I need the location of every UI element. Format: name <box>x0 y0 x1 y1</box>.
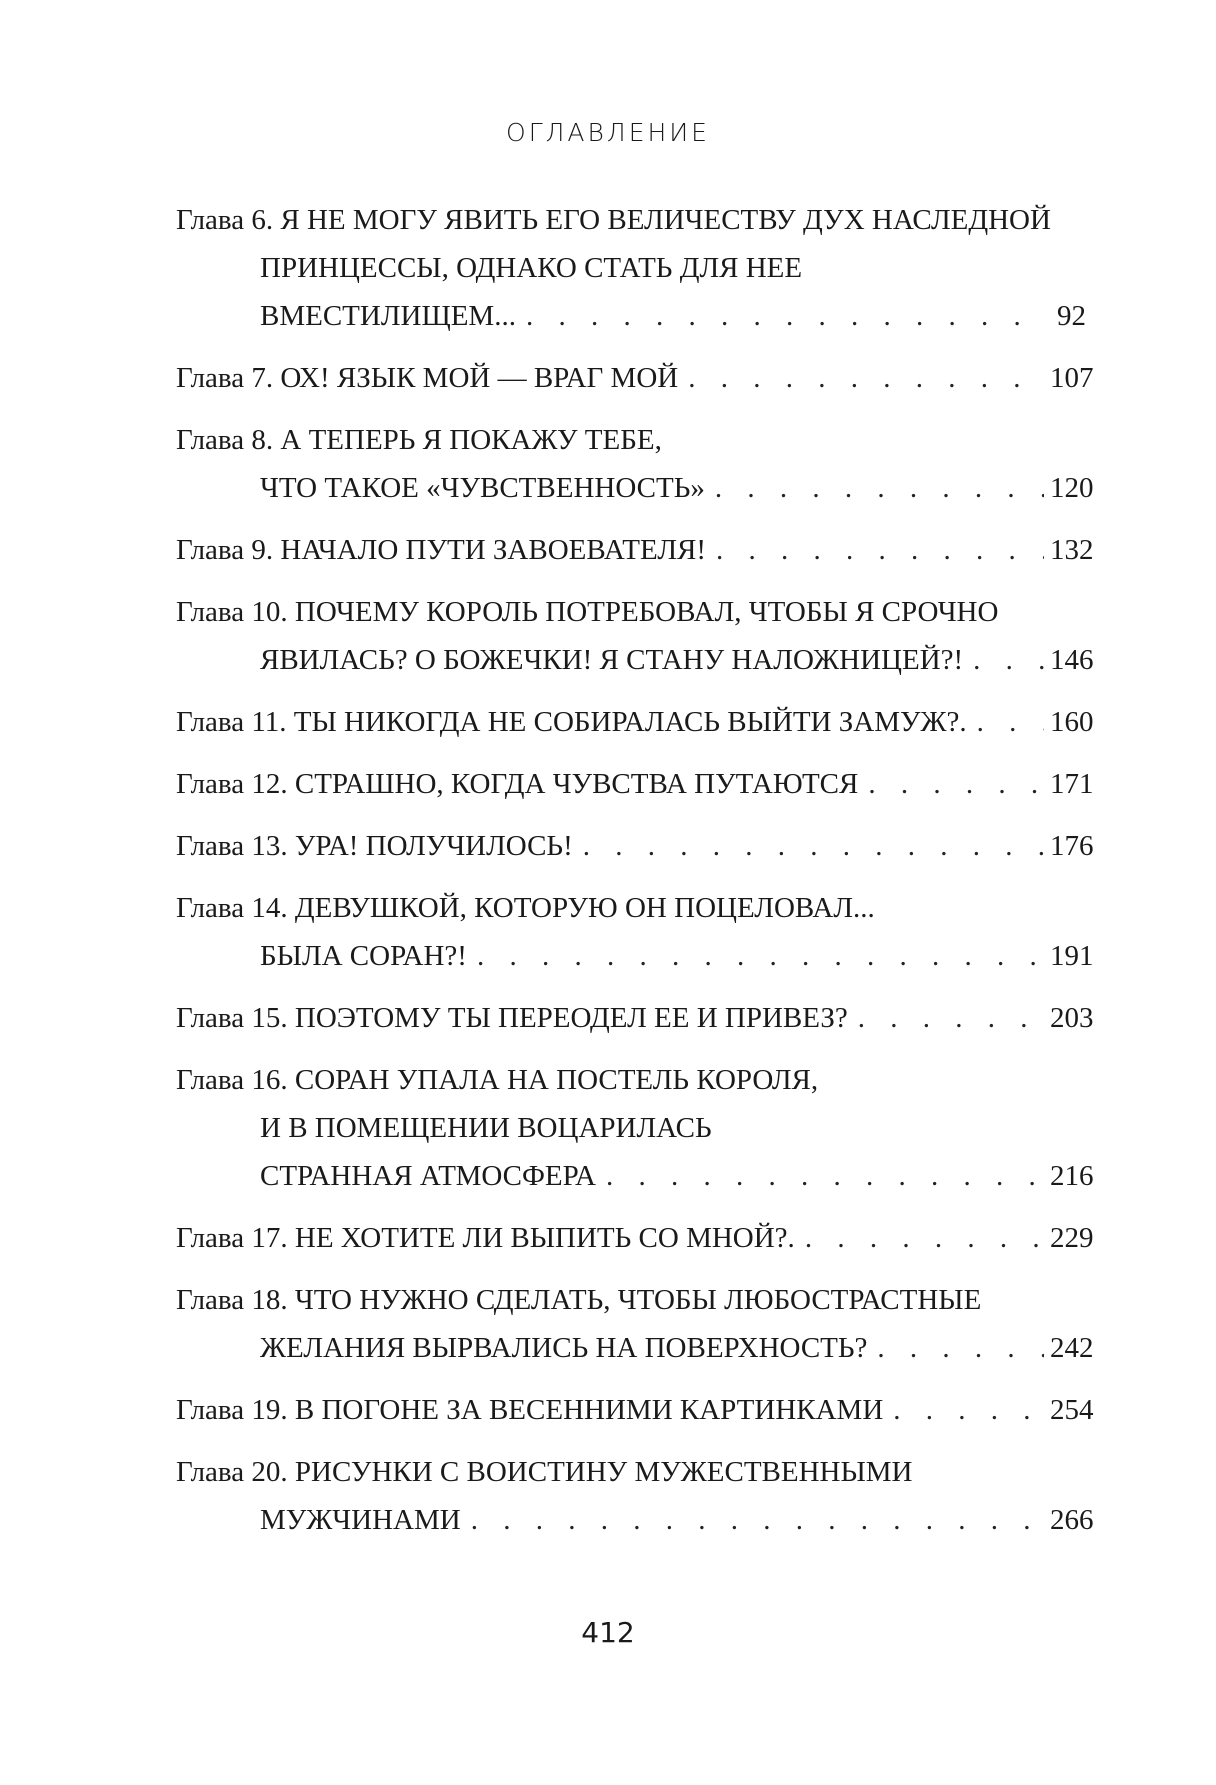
chapter-title: СОРАН УПАЛА НА ПОСТЕЛЬ КОРОЛЯ, <box>294 1064 819 1096</box>
toc-entry-line <box>176 994 1094 1042</box>
table-of-contents <box>176 196 1094 1558</box>
toc-entry <box>176 760 1094 808</box>
toc-entry-line <box>176 1496 1094 1544</box>
chapter-label: Глава 9. <box>176 534 281 566</box>
chapter-title: УРА! ПОЛУЧИЛОСЬ! <box>294 830 573 862</box>
chapter-title: И В ПОМЕЩЕНИИ ВОЦАРИЛАСЬ <box>260 1112 712 1144</box>
dot-leader <box>606 1152 1044 1200</box>
chapter-title: СТРАННАЯ АТМОСФЕРА <box>260 1160 596 1192</box>
dot-leader <box>688 354 1044 402</box>
chapter-page-number: 120 <box>1050 472 1094 504</box>
toc-entry <box>176 822 1094 870</box>
toc-entry <box>176 1214 1094 1262</box>
dot-leader <box>858 994 1044 1042</box>
chapter-page-number: 171 <box>1050 768 1094 800</box>
toc-entry-line <box>176 698 1094 746</box>
dot-leader <box>715 464 1044 512</box>
chapter-label: Глава 8. <box>176 424 281 456</box>
chapter-title: А ТЕПЕРЬ Я ПОКАЖУ ТЕБЕ, <box>280 424 662 456</box>
chapter-label: Глава 18. <box>176 1284 295 1316</box>
toc-entry-line <box>176 1448 1086 1496</box>
toc-entry <box>176 698 1094 746</box>
dot-leader <box>977 698 1044 746</box>
toc-entry-line <box>176 292 1086 340</box>
chapter-title: ВМЕСТИЛИЩЕМ... <box>260 300 516 332</box>
chapter-label: Глава 10. <box>176 596 295 628</box>
dot-leader <box>471 1496 1044 1544</box>
toc-entry <box>176 1386 1094 1434</box>
toc-entry-line <box>176 636 1094 684</box>
chapter-title: ЧТО ТАКОЕ «ЧУВСТВЕННОСТЬ» <box>260 472 705 504</box>
chapter-title: Я НЕ МОГУ ЯВИТЬ ЕГО ВЕЛИЧЕСТВУ ДУХ НАСЛЕДНОЙ <box>280 204 1051 236</box>
toc-entry <box>176 1448 1094 1544</box>
chapter-label: Глава 14. <box>176 892 295 924</box>
toc-entry <box>176 526 1094 574</box>
chapter-title: ЖЕЛАНИЯ ВЫРВАЛИСЬ НА ПОВЕРХНОСТЬ? <box>260 1332 868 1364</box>
chapter-page-number: 176 <box>1050 830 1094 862</box>
chapter-label: Глава 12. <box>176 768 295 800</box>
chapter-title: МУЖЧИНАМИ <box>260 1504 461 1536</box>
chapter-page-number: 191 <box>1050 940 1094 972</box>
toc-entry-line <box>176 354 1094 402</box>
chapter-page-number: 216 <box>1050 1160 1094 1192</box>
toc-entry-line <box>176 526 1094 574</box>
toc-entry-line <box>176 464 1094 512</box>
toc-entry <box>176 588 1094 684</box>
chapter-title: ЯВИЛАСЬ? О БОЖЕЧКИ! Я СТАНУ НАЛОЖНИЦЕЙ?! <box>260 644 964 676</box>
chapter-label: Глава 13. <box>176 830 295 862</box>
dot-leader <box>868 760 1044 808</box>
page-number: 412 <box>581 1616 635 1649</box>
toc-entry-line <box>176 416 1086 464</box>
chapter-title: ДЕВУШКОЙ, КОТОРУЮ ОН ПОЦЕЛОВАЛ... <box>294 892 875 924</box>
chapter-page-number: 107 <box>1050 362 1094 394</box>
chapter-label: Глава 15. <box>176 1002 295 1034</box>
chapter-page-number: 92 <box>1057 300 1086 332</box>
chapter-label: Глава 7. <box>176 362 281 394</box>
chapter-page-number: 266 <box>1050 1504 1094 1536</box>
toc-entry <box>176 884 1094 980</box>
chapter-label: Глава 19. <box>176 1394 295 1426</box>
chapter-label: Глава 6. <box>176 204 281 236</box>
chapter-page-number: 160 <box>1050 706 1094 738</box>
chapter-title: ОХ! ЯЗЫК МОЙ — ВРАГ МОЙ <box>280 362 679 394</box>
dot-leader <box>526 292 1044 340</box>
toc-heading: ОГЛАВЛЕНИЕ <box>506 118 710 147</box>
chapter-page-number: 146 <box>1050 644 1094 676</box>
toc-entry-line <box>176 588 1086 636</box>
chapter-page-number: 229 <box>1050 1222 1094 1254</box>
chapter-label: Глава 11. <box>176 706 294 738</box>
toc-entry <box>176 1056 1094 1200</box>
toc-entry-line <box>176 1276 1086 1324</box>
toc-entry-line <box>176 1324 1094 1372</box>
toc-entry-line <box>176 1152 1094 1200</box>
toc-entry-line <box>176 1386 1094 1434</box>
chapter-title: НАЧАЛО ПУТИ ЗАВОЕВАТЕЛЯ! <box>280 534 706 566</box>
toc-entry-line <box>176 196 1086 244</box>
dot-leader <box>583 822 1044 870</box>
chapter-title: РИСУНКИ С ВОИСТИНУ МУЖЕСТВЕННЫМИ <box>294 1456 913 1488</box>
chapter-label: Глава 20. <box>176 1456 295 1488</box>
dot-leader <box>893 1386 1044 1434</box>
toc-entry <box>176 354 1094 402</box>
chapter-title: ПОЭТОМУ ТЫ ПЕРЕОДЕЛ ЕЕ И ПРИВЕЗ? <box>294 1002 848 1034</box>
chapter-title: ЧТО НУЖНО СДЕЛАТЬ, ЧТОБЫ ЛЮБОСТРАСТНЫЕ <box>294 1284 982 1316</box>
chapter-title: ТЫ НИКОГДА НЕ СОБИРАЛАСЬ ВЫЙТИ ЗАМУЖ?. <box>293 706 967 738</box>
chapter-page-number: 203 <box>1050 1002 1094 1034</box>
toc-entry-line <box>176 884 1086 932</box>
dot-leader <box>877 1324 1044 1372</box>
chapter-page-number: 132 <box>1050 534 1094 566</box>
chapter-title: НЕ ХОТИТЕ ЛИ ВЫПИТЬ СО МНОЙ?. <box>294 1222 795 1254</box>
toc-entry-line <box>176 822 1094 870</box>
toc-entry-line <box>176 760 1094 808</box>
toc-entry <box>176 994 1094 1042</box>
toc-entry-line <box>176 1056 1086 1104</box>
dot-leader <box>973 636 1044 684</box>
chapter-title: БЫЛА СОРАН?! <box>260 940 467 972</box>
chapter-label: Глава 16. <box>176 1064 295 1096</box>
dot-leader <box>477 932 1044 980</box>
toc-entry <box>176 416 1094 512</box>
chapter-title: В ПОГОНЕ ЗА ВЕСЕННИМИ КАРТИНКАМИ <box>294 1394 884 1426</box>
chapter-title: ПРИНЦЕССЫ, ОДНАКО СТАТЬ ДЛЯ НЕЕ <box>260 252 803 284</box>
toc-entry-line <box>176 1214 1094 1262</box>
chapter-page-number: 242 <box>1050 1332 1094 1364</box>
chapter-title: ПОЧЕМУ КОРОЛЬ ПОТРЕБОВАЛ, ЧТОБЫ Я СРОЧНО <box>294 596 999 628</box>
toc-entry <box>176 1276 1094 1372</box>
chapter-page-number: 254 <box>1050 1394 1094 1426</box>
toc-entry-line <box>176 1104 1086 1152</box>
toc-entry-line <box>176 244 1086 292</box>
dot-leader <box>805 1214 1044 1262</box>
toc-entry <box>176 196 1086 340</box>
toc-entry-line <box>176 932 1094 980</box>
chapter-title: СТРАШНО, КОГДА ЧУВСТВА ПУТАЮТСЯ <box>294 768 859 800</box>
dot-leader <box>716 526 1044 574</box>
chapter-label: Глава 17. <box>176 1222 295 1254</box>
